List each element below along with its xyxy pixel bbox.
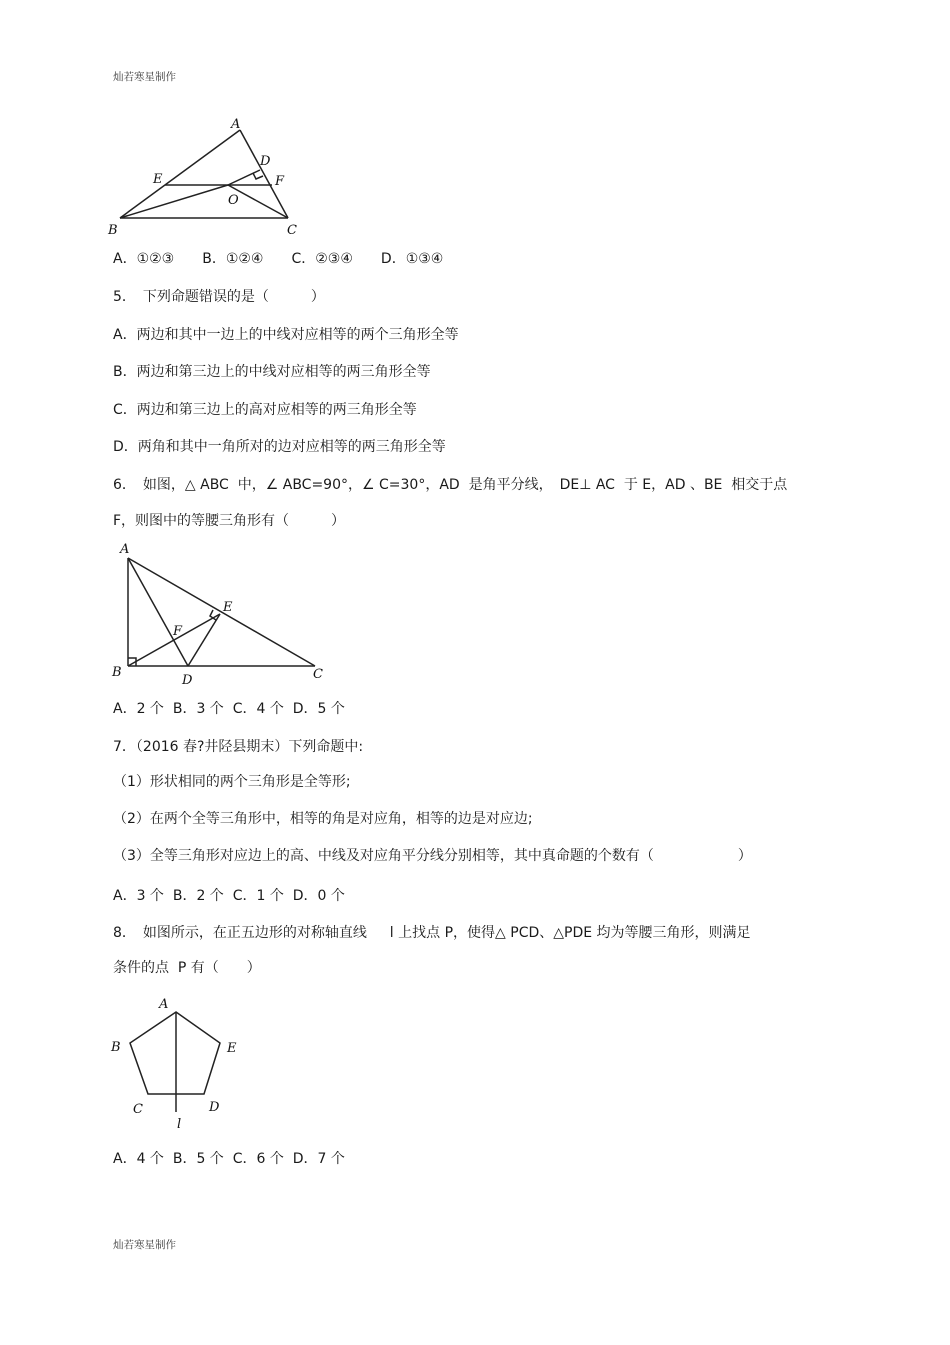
label-e: E <box>223 600 233 615</box>
label-c: C <box>133 1102 143 1117</box>
figure-regular-pentagon <box>100 990 260 1130</box>
right-angle-mark-d <box>253 173 263 179</box>
q7-options: A．3 个 B．2 个 C．1 个 D．0 个 <box>113 888 345 904</box>
page-footer: 灿若寒星制作 <box>113 1239 176 1251</box>
q6-stem-line1: 6． 如图，△ ABC 中，∠ ABC=90°，∠ C=30°，AD 是角平分线， DE⊥ AC 于 E，AD 、BE 相交于点 <box>113 477 788 493</box>
label-b: B <box>108 223 118 238</box>
q7-statement-1: （1）形状相同的两个三角形是全等形; <box>113 774 351 790</box>
label-f: F <box>173 624 183 639</box>
q5-option-a: A．两边和其中一边上的中线对应相等的两个三角形全等 <box>113 327 459 343</box>
label-c: C <box>313 667 323 682</box>
label-a: A <box>231 117 241 132</box>
q5-option-c: C．两边和第三边上的高对应相等的两三角形全等 <box>113 402 417 418</box>
label-e: E <box>227 1041 237 1056</box>
q8-stem-line1: 8． 如图所示，在正五边形的对称轴直线 l 上找点 P，使得△ PCD、△PDE 均为等腰三角形，则满足 <box>113 925 751 941</box>
q5-stem: 5． 下列命题错误的是（ ） <box>113 289 325 305</box>
q7-stem: 7．（2016 春?井陉县期末）下列命题中: <box>113 739 364 755</box>
label-a: A <box>120 542 130 557</box>
label-o: O <box>228 193 239 208</box>
q7-statement-2: （2）在两个全等三角形中，相等的角是对应角，相等的边是对应边; <box>113 811 533 827</box>
label-d: D <box>209 1100 220 1115</box>
q5-option-d: D．两角和其中一角所对的边对应相等的两三角形全等 <box>113 439 446 455</box>
q6-options: A．2 个 B．3 个 C．4 个 D．5 个 <box>113 701 345 717</box>
segment-be <box>128 614 220 666</box>
segment-bo <box>120 185 228 218</box>
q8-options: A．4 个 B．5 个 C．6 个 D．7 个 <box>113 1151 345 1167</box>
edge-ab <box>120 130 240 218</box>
q8-stem-line2: 条件的点 P 有（ ） <box>113 960 261 976</box>
q5-option-b: B．两边和第三边上的中线对应相等的两三角形全等 <box>113 364 431 380</box>
label-c: C <box>287 223 297 238</box>
figure-right-triangle-abc <box>105 538 335 688</box>
label-e: E <box>153 172 163 187</box>
figure-triangle-abc-eof <box>100 110 320 240</box>
label-d: D <box>182 673 193 688</box>
label-b: B <box>112 665 122 680</box>
label-d: D <box>260 154 271 169</box>
q6-stem-line2: F，则图中的等腰三角形有（ ） <box>113 513 346 529</box>
pentagon-abcde <box>130 1012 220 1094</box>
label-l: l <box>177 1117 182 1130</box>
label-b: B <box>111 1040 121 1055</box>
q7-statement-3: （3）全等三角形对应边上的高、中线及对应角平分线分别相等，其中真命题的个数有（ ） <box>113 848 752 864</box>
page-header: 灿若寒星制作 <box>113 71 176 83</box>
q4-options: A．①②③ B．①②④ C．②③④ D．①③④ <box>113 251 444 267</box>
segment-de <box>188 614 220 666</box>
label-f: F <box>275 174 285 189</box>
label-a: A <box>159 997 169 1012</box>
